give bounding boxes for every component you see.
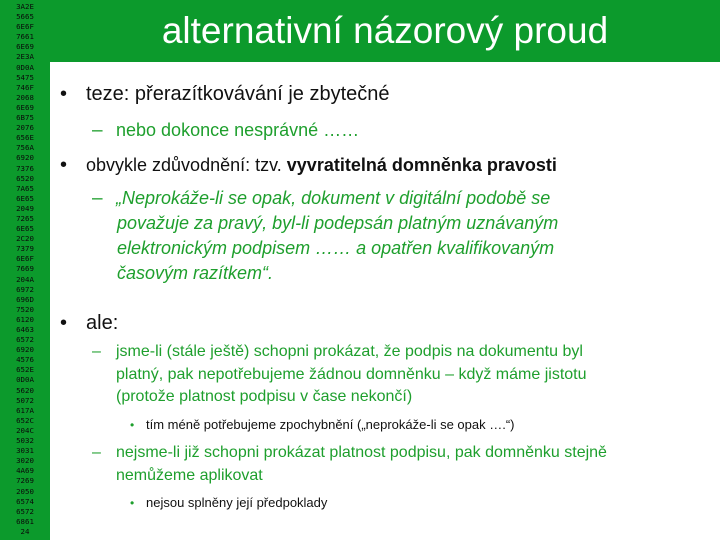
quote-line: považuje za pravý, byl-li podepsán platným uznávaným: [117, 213, 559, 233]
sub-dash: –: [92, 188, 103, 209]
hex-line: 3020: [16, 456, 34, 466]
hex-line: 652C: [16, 415, 34, 425]
hex-line: 6463: [16, 325, 34, 334]
hex-line: 7265: [16, 213, 34, 223]
bullet-thesis-text: teze: přerazítkovávání je zbytečné: [86, 83, 390, 105]
slide-content: [50, 62, 720, 540]
hex-line: 656E: [16, 133, 34, 143]
hex-line: 6E6F: [16, 22, 34, 32]
hex-line: 7376: [16, 163, 34, 173]
hex-line: 2050: [16, 486, 34, 496]
sub-dash: –: [92, 343, 101, 360]
sub-line: (protože platnost podpisu v čase nekončí): [116, 388, 413, 405]
hex-line: 6520: [16, 173, 34, 183]
hex-line: 6E69: [16, 102, 34, 112]
hex-line: 2068: [16, 92, 34, 102]
quote-text: [116, 186, 716, 286]
hex-line: 6B75: [16, 113, 34, 123]
hex-line: 204C: [16, 425, 34, 435]
title-bar: [50, 0, 720, 62]
bullet-but-text: ale:: [86, 312, 119, 334]
quote-line: časovým razítkem“.: [117, 263, 274, 283]
hex-line: 7A65: [16, 183, 34, 193]
hex-line: 204A: [16, 274, 34, 284]
justification-bold: vyvratitelná domněnka pravosti: [286, 155, 557, 175]
hex-line: 0D0A: [16, 62, 34, 72]
bullet-dot: •: [60, 154, 68, 176]
sub-line: jsme-li (stále ještě) schopni prokázat, že podpis na dokumentu byl: [116, 343, 583, 360]
hex-line: 3031: [16, 446, 34, 456]
hex-line: 756A: [16, 143, 34, 153]
hex-line: 6572: [16, 335, 34, 345]
hex-line: 6572: [16, 506, 34, 516]
bullet-dot: •: [60, 312, 68, 334]
hex-line: 5665: [16, 12, 34, 22]
hex-line: 5475: [16, 72, 34, 82]
hex-line: 6E6F: [16, 254, 34, 264]
sub-dash: –: [92, 444, 101, 461]
point-less-need-text: tím méně potřebujeme zpochybnění („neprokáže-li se opak ….“): [146, 417, 515, 432]
justification-prefix: obvykle zdůvodnění: tzv.: [86, 155, 287, 175]
quote-line: „Neprokáže-li se opak, dokument v digitální podobě se: [116, 188, 551, 208]
hex-line: 7379: [16, 244, 34, 254]
hex-line: 2E3A: [16, 52, 34, 62]
hex-code-column: [3, 2, 47, 537]
sub-line: nemůžeme aplikovat: [116, 466, 263, 484]
hex-line: 3A2E: [16, 2, 34, 11]
hex-line: 617A: [16, 405, 34, 415]
hex-line: 7669: [16, 264, 34, 274]
hex-line: 24: [20, 526, 30, 536]
quote-line: elektronickým podpisem …… a opatřen kvalifikovaným: [117, 238, 555, 258]
sub-no-longer-able-text: [116, 442, 716, 487]
hex-line: 652E: [16, 365, 34, 375]
sub-still-able-text: [116, 341, 716, 409]
hex-line: 6E69: [16, 42, 34, 52]
hex-line: 7520: [16, 304, 34, 314]
hex-sidebar: [0, 0, 50, 540]
slide-title: alternativní názorový proud: [161, 10, 609, 51]
point-dot: •: [130, 418, 135, 432]
sub-incorrect-text: nebo dokonce nesprávné ……: [116, 120, 360, 140]
point-dot: •: [130, 496, 135, 510]
hex-line: 5072: [16, 395, 34, 405]
hex-line: 6972: [16, 284, 34, 294]
hex-line: 6920: [16, 345, 34, 355]
hex-line: 746F: [16, 82, 34, 92]
hex-line: 0D0A: [16, 375, 34, 385]
hex-line: 5620: [16, 385, 34, 395]
hex-line: 6920: [16, 153, 34, 163]
sub-line: nejsme-li již schopni prokázat platnost podpisu, pak domněnku stejně: [116, 444, 607, 461]
hex-line: 2049: [16, 203, 34, 213]
bullet-dot: •: [60, 83, 68, 105]
hex-line: 6E65: [16, 224, 34, 234]
hex-line: 5032: [16, 436, 34, 446]
hex-line: 6574: [16, 496, 34, 506]
hex-line: 7269: [16, 476, 34, 486]
hex-line: 4576: [16, 355, 34, 365]
hex-line: 7661: [16, 32, 34, 42]
bullet-justification-text: [86, 152, 557, 178]
point-not-met-text: nejsou splněny její předpoklady: [146, 495, 328, 510]
hex-line: 696D: [16, 294, 34, 304]
sub-line: platný, pak nepotřebujeme žádnou domněnku – když máme jistotu: [116, 365, 587, 383]
hex-line: 2C20: [16, 234, 34, 244]
hex-line: 6861: [16, 516, 34, 526]
hex-line: 6E65: [16, 193, 34, 203]
hex-line: 4A69: [16, 466, 34, 476]
sub-dash: –: [92, 120, 103, 141]
hex-line: 6120: [16, 314, 34, 324]
hex-line: 2076: [16, 123, 34, 133]
